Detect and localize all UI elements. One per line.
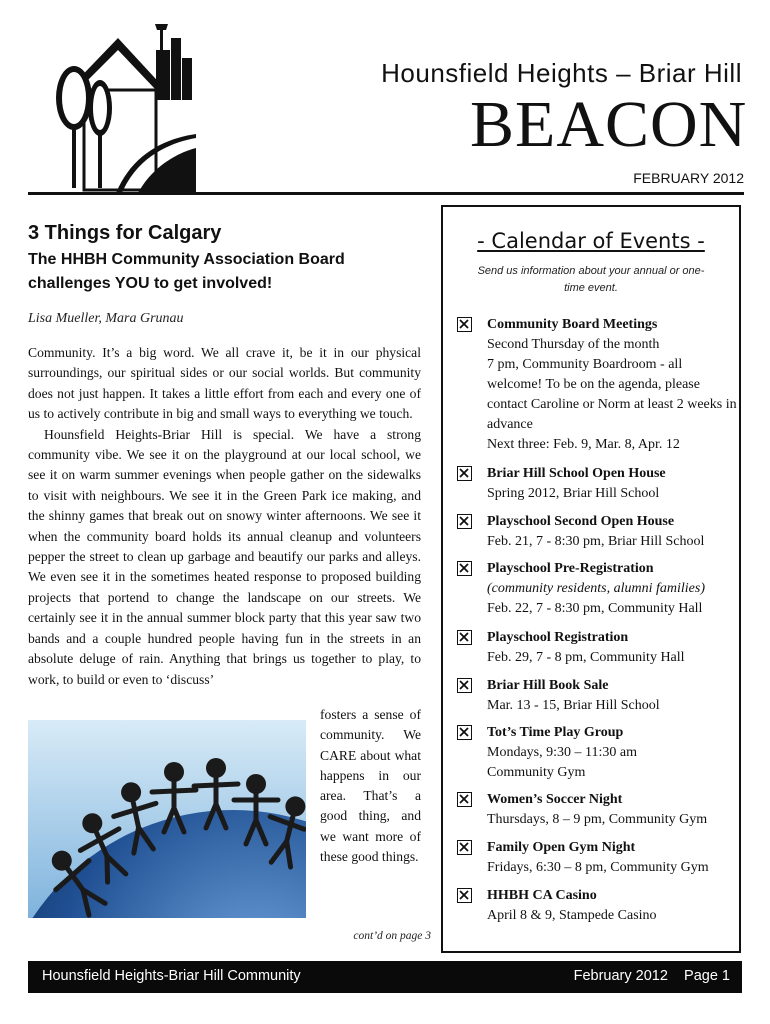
event-text — [487, 315, 737, 455]
footer-page-number: Page 1 — [684, 968, 730, 984]
event-text — [487, 838, 737, 878]
article-paragraph-wrap: fosters a sense of community. We CARE about what happens in our area. That’s a good thing, and we want more of these good things. — [320, 707, 421, 865]
checked-box-icon — [457, 317, 472, 332]
event-name: Family Open Gym Night — [487, 840, 636, 855]
event-details: Feb. 21, 7 - 8:30 pm, Briar Hill School — [487, 534, 705, 549]
event-details: Fridays, 6:30 – 8 pm, Community Gym — [487, 860, 709, 875]
event-name: Briar Hill School Open House — [487, 466, 666, 481]
event-name: HHBH CA Casino — [487, 888, 597, 903]
event-text — [487, 790, 737, 830]
event-name: Briar Hill Book Sale — [487, 678, 609, 693]
event-details: Feb. 29, 7 - 8 pm, Community Hall — [487, 650, 685, 665]
checked-box-icon — [457, 792, 472, 807]
event-name: Playschool Registration — [487, 630, 629, 645]
article-byline: Lisa Mueller, Mara Grunau — [28, 311, 184, 326]
event-details: Second Thursday of the month 7 pm, Community Boardroom - all welcome! To be on the agenda, please contact Caroline or Norm at least 2 weeks in advance Next three: Feb. 9, Mar. 8, Apr. 12 — [487, 337, 737, 452]
globe-people-image — [28, 720, 306, 918]
article-body — [28, 343, 421, 690]
event-text — [487, 886, 737, 926]
event-name: Tot’s Time Play Group — [487, 725, 624, 740]
article-paragraph: Community. It’s a big word. We all crave it, be it in our physical surroundings, our spiritual sides or our social worlds. But community does not just happen. It takes a little effort from each and every one of us to actively contribute in big and small ways to everything we touch. — [28, 345, 421, 422]
event-name: Women’s Soccer Night — [487, 792, 623, 807]
event-details: Feb. 22, 7 - 8:30 pm, Community Hall — [487, 601, 703, 616]
checked-box-icon — [457, 840, 472, 855]
masthead-title: Hounsfield Heights – Briar Hill — [381, 58, 742, 88]
event-name: Playschool Second Open House — [487, 514, 675, 529]
footer-community: Hounsfield Heights-Briar Hill Community — [42, 968, 301, 984]
issue-date: FEBRUARY 2012 — [633, 170, 744, 186]
checked-box-icon — [457, 514, 472, 529]
event-text — [487, 628, 737, 668]
newsletter-name: BEACON — [470, 88, 748, 161]
checked-box-icon — [457, 466, 472, 481]
event-text — [487, 512, 737, 552]
article-paragraph: Hounsfield Heights-Briar Hill is special. We have a strong community vibe. We see it on the playground at our local school, we see it on warm summer evenings when people gather on the sidewalks to visit with neighbours. We see it in the Green Park ice making, and the shinny games that break out on snowy winter afternoons. We see it when the community board holds its annual cleanup and volunteers pepper the street to clean up garbage and beautify our parks and alleys. We even see it in the sometimes heated response to proposed building projects that portend to change the landscape on our streets. We certainly see it in the annual summer block party that this year saw two bands and a couple hundred people having fun in the streets in an absolute deluge of rain. Anything that brings us together to play, to work, to build or even to ‘discuss’ — [28, 426, 421, 687]
event-details: Mondays, 9:30 – 11:30 am Community Gym — [487, 745, 637, 780]
community-logo — [38, 10, 198, 196]
event-text — [487, 559, 737, 619]
calendar-title-text: - Calendar of Events - — [477, 229, 705, 253]
masthead-divider — [28, 192, 744, 195]
checked-box-icon — [457, 888, 472, 903]
event-text — [487, 676, 737, 716]
event-details: April 8 & 9, Stampede Casino — [487, 908, 657, 923]
calendar-title — [443, 229, 739, 253]
event-details: Thursdays, 8 – 9 pm, Community Gym — [487, 812, 708, 827]
page-footer — [28, 961, 742, 993]
continued-note: cont’d on page 3 — [353, 930, 431, 942]
checked-box-icon — [457, 630, 472, 645]
event-note: (community residents, alumni families) — [487, 581, 706, 596]
event-name: Playschool Pre-Registration — [487, 561, 654, 576]
checked-box-icon — [457, 561, 472, 576]
event-name: Community Board Meetings — [487, 317, 658, 332]
article-subtitle: The HHBH Community Association Board challenges YOU to get involved! — [28, 251, 345, 292]
checked-box-icon — [457, 725, 472, 740]
calendar-of-events — [441, 205, 741, 953]
event-details: Spring 2012, Briar Hill School — [487, 486, 660, 501]
event-details: Mar. 13 - 15, Briar Hill School — [487, 698, 660, 713]
footer-page-info — [574, 968, 730, 984]
event-text — [487, 723, 737, 783]
article-title: 3 Things for Calgary — [28, 222, 222, 244]
calendar-note: Send us information about your annual or one-time event. — [477, 265, 705, 294]
event-text — [487, 464, 737, 504]
footer-date: February 2012 — [573, 968, 668, 984]
checked-box-icon — [457, 678, 472, 693]
